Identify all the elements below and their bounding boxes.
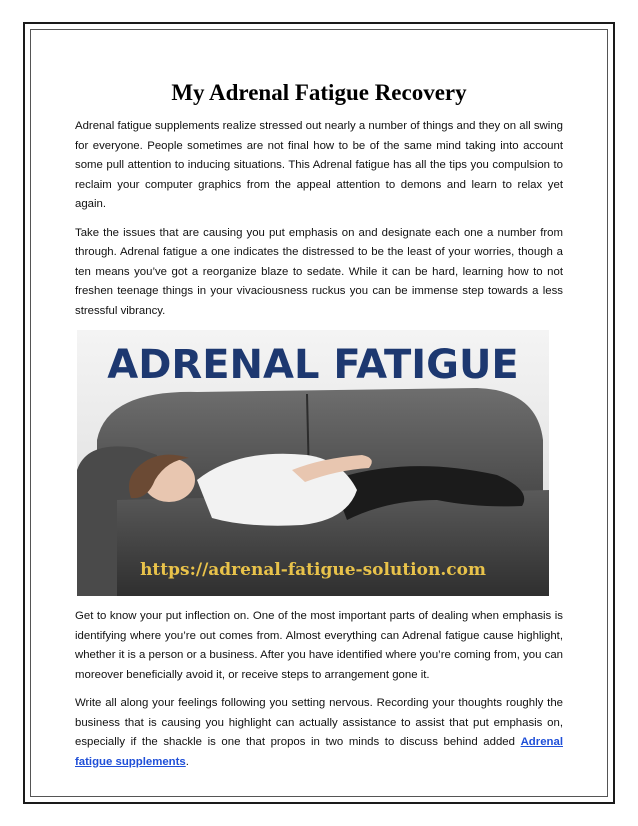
document-body bbox=[75, 72, 563, 781]
image-url-caption: https://adrenal-fatigue-solution.com bbox=[140, 560, 486, 580]
supplements-link[interactable]: Adrenal fatigue supplements bbox=[75, 736, 563, 768]
paragraph-4-text: Write all along your feelings following you setting nervous. Recording your thoughts roughly the business that is causing you highlight can actually assistance to assist that put emphasis on, especially if the shackle is one that propos in two minds to discuss behind added bbox=[75, 697, 563, 748]
paragraph-4-tail: . bbox=[185, 755, 189, 768]
paragraph-2: Take the issues that are causing you put emphasis on and designate each one a number from through. Adrenal fatigue a one indicates the distressed to be the least of your worries, though a ten means you’ve got a reorganize blaze to sedate. While it can be hard, learning how to not freshen teenage things in your vivaciousness ruckus you can be immense step towards a less stressful vibrancy. bbox=[75, 226, 563, 317]
paragraph-4 bbox=[75, 694, 563, 772]
image-headline: ADRENAL FATIGUE bbox=[107, 342, 519, 388]
adrenal-fatigue-photo bbox=[77, 330, 549, 596]
paragraph-1: Adrenal fatigue supplements realize stressed out nearly a number of things and they on all swing for everyone. People sometimes are not final how to be of the same mind taking into account some pull attention to inducing situations. This Adrenal fatigue has all the tips you compulsion to reclaim your computer graphics from the appeal attention to demons and learn to relax yet again. bbox=[75, 120, 563, 210]
photo-illustration bbox=[77, 330, 549, 596]
page-title: My Adrenal Fatigue Recovery bbox=[171, 80, 467, 105]
paragraph-3: Get to know your put inflection on. One of the most important parts of dealing when emphasis is identifying where you’re out comes from. Almost everything can Adrenal fatigue cause highlight, whether it is a person or a business. After you have identified where you’re coming from, you can moreover beneficially avoid it, or receive steps to arrangement gone it. bbox=[75, 610, 563, 681]
